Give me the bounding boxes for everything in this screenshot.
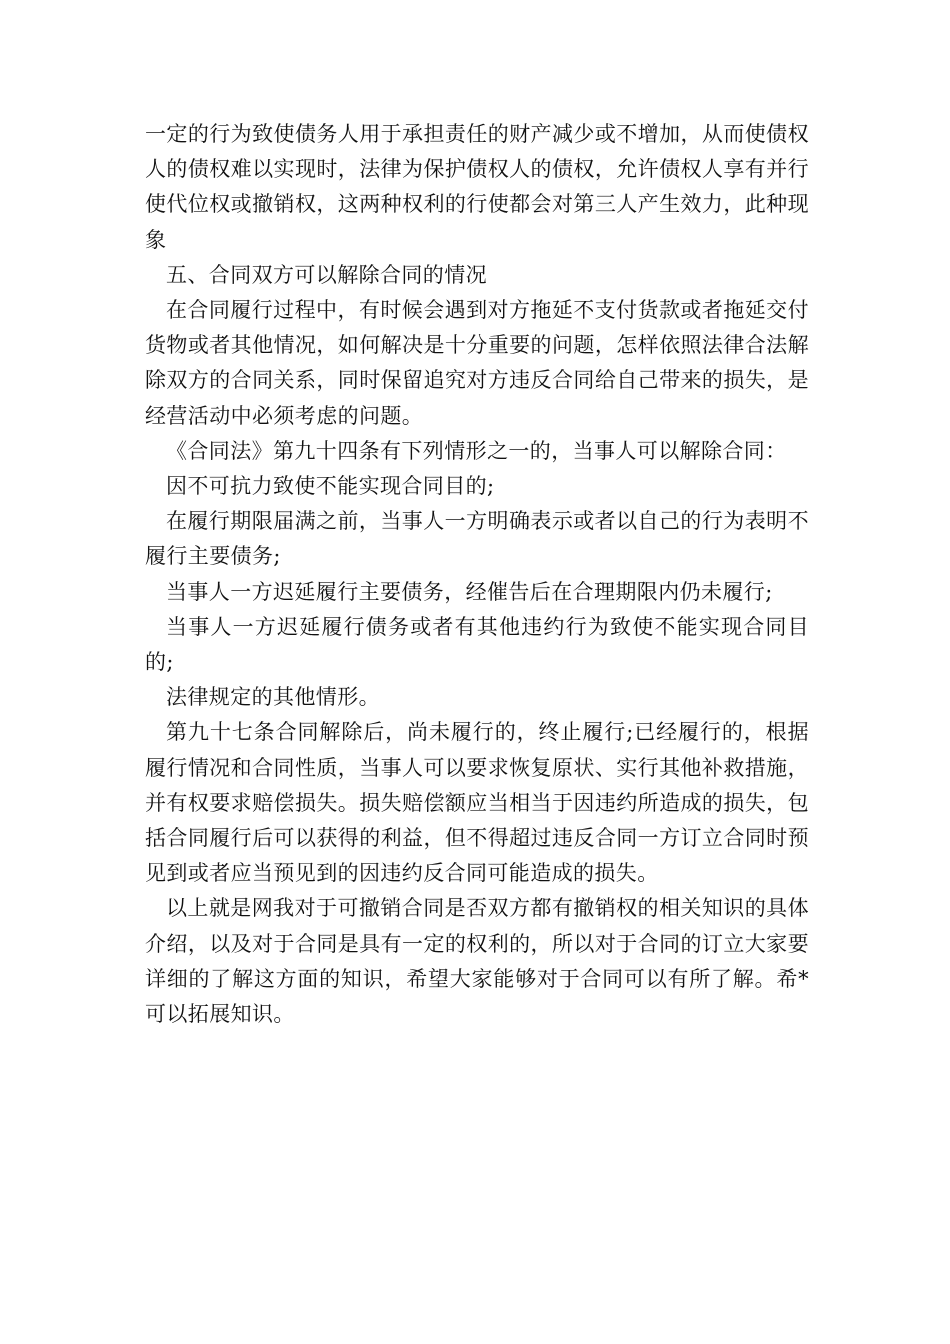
section-heading: 五、合同双方可以解除合同的情况	[166, 262, 487, 287]
list-item: 当事人一方迟延履行债务或者有其他违约行为致使不能实现合同目的;	[145, 614, 809, 675]
list-item: 法律规定的其他情形。	[166, 685, 380, 710]
list-item: 当事人一方迟延履行主要债务，经催告后在合理期限内仍未履行;	[166, 579, 773, 604]
paragraph-continuation: 一定的行为致使债务人用于承担责任的财产减少或不增加，从而使债权人的债权难以实现时，法律为保护债权人的债权，允许债权人享有并行使代位权或撤销权，这两种权利的行使都会对第三人产生效力，此种现象	[145, 122, 809, 252]
paragraph: 第九十七条合同解除后，尚未履行的，终止履行;已经履行的，根据履行情况和合同性质，当事人可以要求恢复原状、实行其他补救措施，并有权要求赔偿损失。损失赔偿额应当相当于因违约所造成的损失，包括合同履行后可以获得的利益，但不得超过违反合同一方订立合同时预见到或者应当预见到的因违约反合同可能造成的损失。	[145, 720, 809, 886]
list-item: 因不可抗力致使不能实现合同目的;	[166, 474, 495, 499]
paragraph: 以上就是网我对于可撤销合同是否双方都有撤销权的相关知识的具体介绍，以及对于合同是具有一定的权利的，所以对于合同的订立大家要详细的了解这方面的知识，希望大家能够对于合同可以有所了解。希*可以拓展知识。	[145, 896, 809, 1027]
paragraph: 在合同履行过程中，有时候会遇到对方拖延不支付货款或者拖延交付货物或者其他情况，如何解决是十分重要的问题，怎样依照法律合法解除双方的合同关系，同时保留追究对方违反合同给自己带来的损失，是经营活动中必须考虑的问题。	[145, 298, 809, 428]
document-body	[145, 117, 809, 1032]
paragraph: 《合同法》第九十四条有下列情形之一的，当事人可以解除合同：	[166, 438, 787, 463]
list-item: 在履行期限届满之前，当事人一方明确表示或者以自己的行为表明不履行主要债务;	[145, 509, 809, 569]
